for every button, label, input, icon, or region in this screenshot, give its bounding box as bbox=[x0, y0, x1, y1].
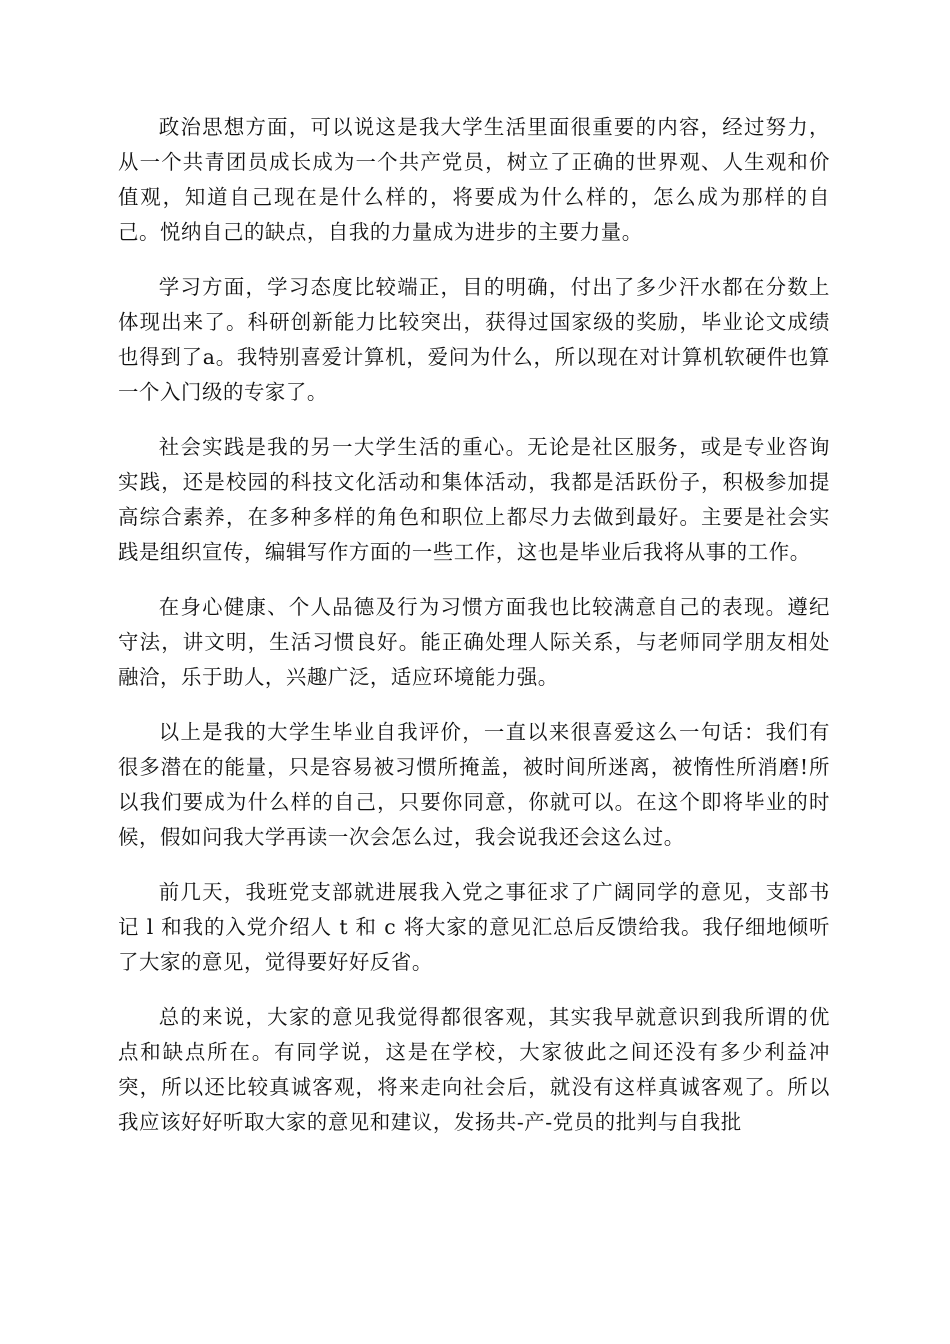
paragraph-study: 学习方面，学习态度比较端正，目的明确，付出了多少汗水都在分数上体现出来了。科研创新能力比较突出，获得过国家级的奖励，毕业论文成绩也得到了a。我特别喜爱计算机，爱问为什么，所以现在对计算机软硬件也算一个入门级的专家了。 bbox=[118, 275, 830, 404]
paragraph-party-branch-feedback: 前几天，我班党支部就进展我入党之事征求了广阔同学的意见，支部书记 l 和我的入党介绍人 t 和 c 将大家的意见汇总后反馈给我。我仔细地倾听了大家的意见，觉得要好好反省。 bbox=[118, 880, 830, 974]
paragraph-self-evaluation-summary: 以上是我的大学生毕业自我评价，一直以来很喜爱这么一句话：我们有很多潜在的能量，只是容易被习惯所掩盖，被时间所迷离，被惰性所消磨!所以我们要成为什么样的自己，只要你同意，你就可以。在这个即将毕业的时候，假如问我大学再读一次会怎么过，我会说我还会这么过。 bbox=[118, 720, 830, 849]
paragraph-health-character: 在身心健康、个人品德及行为习惯方面我也比较满意自己的表现。遵纪守法，讲文明，生活习惯良好。能正确处理人际关系，与老师同学朋友相处融洽，乐于助人，兴趣广泛，适应环境能力强。 bbox=[118, 595, 830, 689]
paragraph-overall-reflection: 总的来说，大家的意见我觉得都很客观，其实我早就意识到我所谓的优点和缺点所在。有同学说，这是在学校，大家彼此之间还没有多少利益冲突，所以还比较真诚客观，将来走向社会后，就没有这样真诚客观了。所以我应该好好听取大家的意见和建议，发扬共-产-党员的批判与自我批 bbox=[118, 1005, 830, 1134]
paragraph-political-thought: 政治思想方面，可以说这是我大学生活里面很重要的内容，经过努力，从一个共青团员成长成为一个共产党员，树立了正确的世界观、人生观和价值观，知道自己现在是什么样的，将要成为什么样的，怎么成为那样的自己。悦纳自己的缺点，自我的力量成为进步的主要力量。 bbox=[118, 115, 830, 244]
document-page bbox=[118, 110, 830, 1160]
paragraph-social-practice: 社会实践是我的另一大学生活的重心。无论是社区服务，或是专业咨询实践，还是校园的科技文化活动和集体活动，我都是活跃份子，积极参加提高综合素养，在多种多样的角色和职位上都尽力去做到最好。主要是社会实践是组织宣传，编辑写作方面的一些工作，这也是毕业后我将从事的工作。 bbox=[118, 435, 830, 564]
